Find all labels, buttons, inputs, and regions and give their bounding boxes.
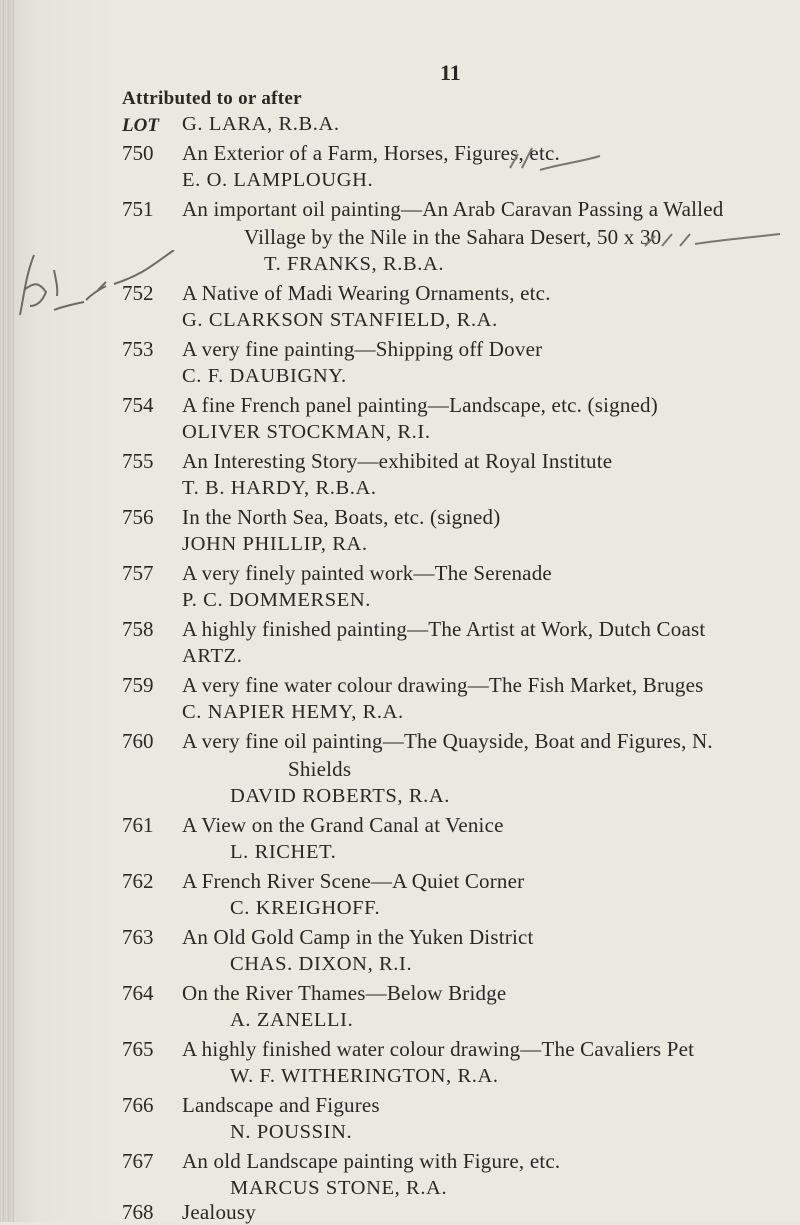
artist-line: OLIVER STOCKMAN, R.I. bbox=[182, 421, 431, 443]
artist-line: T. B. HARDY, R.B.A. bbox=[182, 477, 377, 499]
lot-number: 757 bbox=[122, 561, 154, 585]
lot-number: 753 bbox=[122, 337, 154, 361]
lot-description: An important oil painting—An Arab Caravan Passing a Walled bbox=[182, 197, 724, 221]
lot-description-continued: Shields bbox=[288, 757, 352, 781]
artist-line: E. O. LAMPLOUGH. bbox=[182, 169, 374, 191]
lot-number: 752 bbox=[122, 281, 154, 305]
handwritten-annotation-mark bbox=[14, 250, 184, 320]
lot-description: A French River Scene—A Quiet Corner bbox=[182, 869, 525, 893]
lot-description: Landscape and Figures bbox=[182, 1093, 380, 1117]
lot-number: 755 bbox=[122, 449, 154, 473]
artist-line: G. LARA, R.B.A. bbox=[182, 113, 340, 135]
lot-description: A very finely painted work—The Serenade bbox=[182, 561, 552, 585]
lot-column-label: LOT bbox=[122, 115, 159, 136]
lot-description: An Interesting Story—exhibited at Royal Institute bbox=[182, 449, 613, 473]
handwritten-annotation-mark bbox=[500, 140, 730, 190]
artist-line: C. F. DAUBIGNY. bbox=[182, 365, 347, 387]
lot-description-continued: Village by the Nile in the Sahara Desert, 50 x 30 bbox=[244, 225, 662, 249]
book-spine-edge bbox=[0, 0, 14, 1222]
lot-number: 761 bbox=[122, 813, 154, 837]
lot-number: 762 bbox=[122, 869, 154, 893]
artist-line: CHAS. DIXON, R.I. bbox=[230, 953, 413, 975]
lot-description: A fine French panel painting—Landscape, etc. (signed) bbox=[182, 393, 658, 417]
artist-line: C. NAPIER HEMY, R.A. bbox=[182, 701, 404, 723]
lot-description: A very fine oil painting—The Quayside, Boat and Figures, N. bbox=[182, 729, 713, 753]
lot-number: 767 bbox=[122, 1149, 154, 1173]
artist-line: T. FRANKS, R.B.A. bbox=[264, 253, 445, 275]
lot-description: A very fine water colour drawing—The Fish Market, Bruges bbox=[182, 673, 704, 697]
lot-number: 754 bbox=[122, 393, 154, 417]
lot-number: 756 bbox=[122, 505, 154, 529]
lot-number: 765 bbox=[122, 1037, 154, 1061]
lot-number: 763 bbox=[122, 925, 154, 949]
lot-number: 760 bbox=[122, 729, 154, 753]
handwritten-annotation-mark bbox=[640, 222, 790, 262]
lot-number: 750 bbox=[122, 141, 154, 165]
lot-description: Jealousy bbox=[182, 1200, 256, 1224]
lot-number: 759 bbox=[122, 673, 154, 697]
artist-line: N. POUSSIN. bbox=[230, 1121, 353, 1143]
lot-description: An old Landscape painting with Figure, etc. bbox=[182, 1149, 561, 1173]
lot-description: An Exterior of a Farm, Horses, Figures, etc. bbox=[182, 141, 560, 165]
artist-line: DAVID ROBERTS, R.A. bbox=[230, 785, 450, 807]
lot-number: 768 bbox=[122, 1200, 154, 1224]
artist-line: W. F. WITHERINGTON, R.A. bbox=[230, 1065, 499, 1087]
lot-description: In the North Sea, Boats, etc. (signed) bbox=[182, 505, 501, 529]
artist-line: C. KREIGHOFF. bbox=[230, 897, 381, 919]
artist-line: L. RICHET. bbox=[230, 841, 337, 863]
lot-description: A Native of Madi Wearing Ornaments, etc. bbox=[182, 281, 551, 305]
lot-number: 758 bbox=[122, 617, 154, 641]
artist-line: P. C. DOMMERSEN. bbox=[182, 589, 372, 611]
artist-line: JOHN PHILLIP, RA. bbox=[182, 533, 368, 555]
lot-description: A highly finished water colour drawing—The Cavaliers Pet bbox=[182, 1037, 695, 1061]
lot-description: A very fine painting—Shipping off Dover bbox=[182, 337, 543, 361]
artist-line: ARTZ. bbox=[182, 645, 243, 667]
lot-description: A highly finished painting—The Artist at Work, Dutch Coast bbox=[182, 617, 706, 641]
section-header: Attributed to or after bbox=[122, 88, 302, 109]
artist-line: A. ZANELLI. bbox=[230, 1009, 354, 1031]
lot-number: 764 bbox=[122, 981, 154, 1005]
artist-line: MARCUS STONE, R.A. bbox=[230, 1177, 448, 1199]
lot-number: 766 bbox=[122, 1093, 154, 1117]
lot-description: An Old Gold Camp in the Yuken District bbox=[182, 925, 534, 949]
artist-line: G. CLARKSON STANFIELD, R.A. bbox=[182, 309, 498, 331]
page-number: 11 bbox=[440, 60, 461, 85]
lot-description: A View on the Grand Canal at Venice bbox=[182, 813, 504, 837]
lot-description: On the River Thames—Below Bridge bbox=[182, 981, 507, 1005]
lot-number: 751 bbox=[122, 197, 154, 221]
